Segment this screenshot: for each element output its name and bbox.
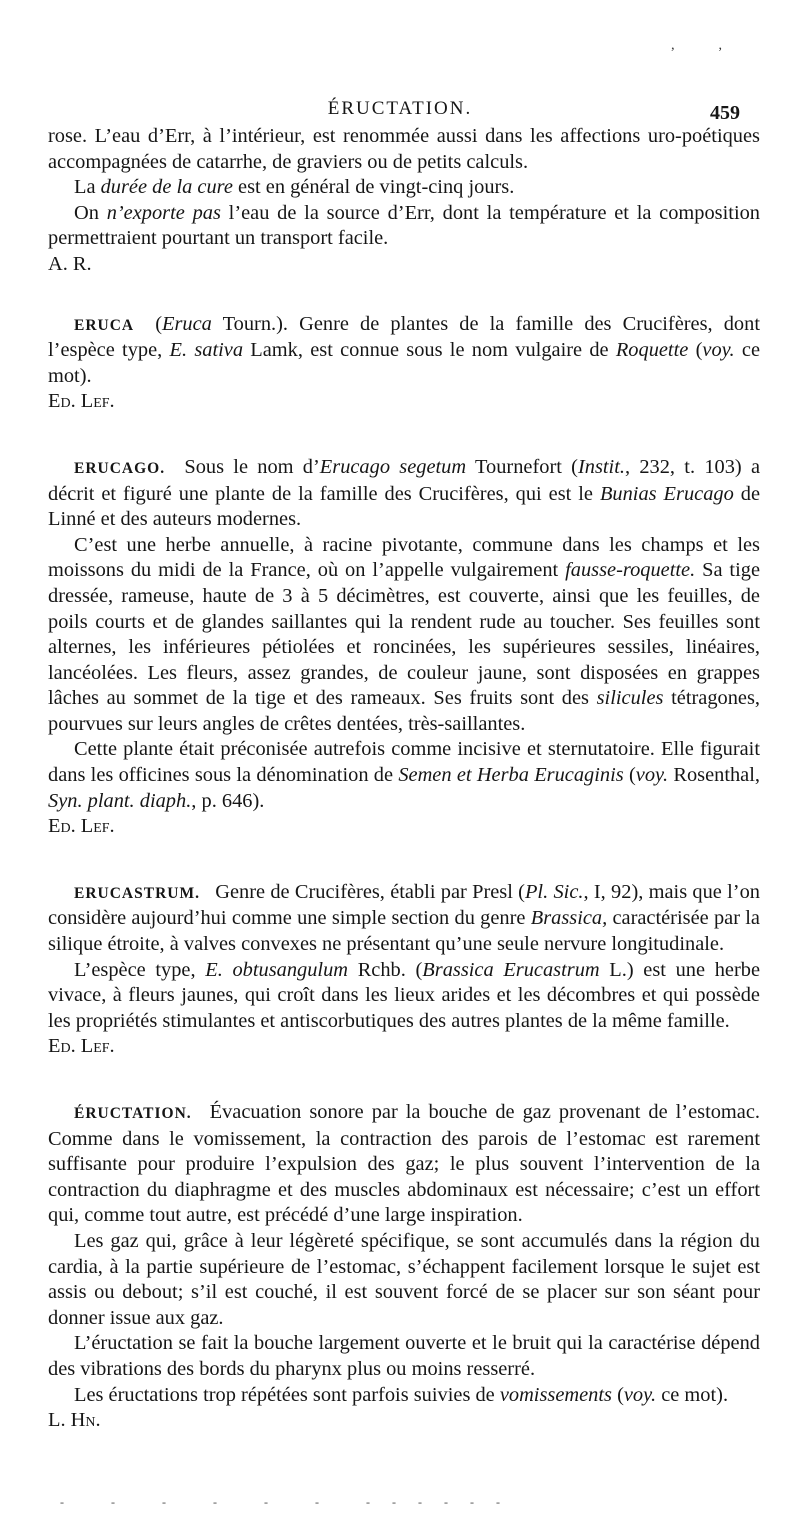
paragraph: Cette plante était préconisée autrefois comme incisive et sternutatoire. Elle figurait dans les officines sous la dénomination de Semen et Herba Erucaginis (voy. Rosenthal, Syn. plant. diaph., p. 646).: [48, 738, 760, 812]
running-title: ÉRUCTATION.: [327, 98, 473, 119]
paragraph: ÉRUCTATION. Évacuation sonore par la bouche de gaz provenant de l’estomac. Comme dans le vomissement, la contraction des parois de l’estomac est rarement suffisante pour produire l’expulsion des gaz; le plus souvent l’intervention de la contraction du diaphragme et des muscles abdominaux est nécessaire; c’est un effort qui, comme tout autre, est précédé d’une large inspiration.: [48, 1101, 760, 1227]
headword: ERUCA: [74, 316, 135, 334]
signature: Ed. Lef.: [48, 1035, 115, 1058]
entry-erucago: [48, 455, 760, 840]
top-marks: ‚ ,: [670, 38, 742, 53]
paragraph: ERUCASTRUM. Genre de Crucifères, établi par Presl (Pl. Sic., I, 92), mais que l’on considère aujourd’hui comme une simple section du genre Brassica, caractérisée par la silique étroite, à valves convexes ne présentant qu’une seule nervure longitudinale.: [48, 880, 760, 956]
paragraph: rose. L’eau d’Err, à l’intérieur, est renommée aussi dans les affections uro-poétiques accompagnées de catarrhe, de graviers ou de petits calculs.: [48, 125, 760, 173]
bottom-marks: - - - - - - ------: [60, 1495, 522, 1509]
signature: Ed. Lef.: [48, 815, 115, 838]
page-text: [48, 124, 760, 1434]
page-number: 459: [710, 102, 740, 124]
signature: L. Hn.: [48, 1409, 101, 1432]
headword: ÉRUCTATION.: [74, 1105, 192, 1122]
entry-err-continuation: [48, 124, 760, 278]
paragraph: La durée de la cure est en général de vingt-cinq jours.: [74, 176, 515, 199]
signature: Ed. Lef.: [48, 390, 115, 413]
paragraph: C’est une herbe annuelle, à racine pivotante, commune dans les champs et les moissons du midi de la France, où on l’appelle vulgairement fausse-roquette. Sa tige dressée, rameuse, haute de 3 à 5 décimètres, est couverte, ainsi que les feuilles, de poils courts et de glandes saillantes qui la rendent rude au toucher. Ses feuilles sont alternes, les inférieures pétiolées et roncinées, les supérieures sessiles, linéaires, lancéolées. Les fleurs, assez grandes, de couleur jaune, sont disposées en grappes lâches au sommet de la tige et des rameaux. Ses fruits sont des silicules tétragones, pourvues sur leurs angles de crêtes dentées, très-saillantes.: [48, 533, 760, 735]
paragraph: L’éructation se fait la bouche largement ouverte et le bruit qui la caractérise dépend des vibrations des bords du pharynx plus ou moins resserré.: [48, 1332, 760, 1380]
headword: ERUCASTRUM.: [74, 884, 200, 902]
paragraph: ERUCAGO. Sous le nom d’Erucago segetum Tournefort (Instit., 232, t. 103) a décrit et figuré une plante de la famille des Crucifères, qui est le Bunias Erucago de Linné et des auteurs modernes.: [48, 455, 761, 531]
entry-eructation: [48, 1100, 760, 1434]
paragraph: Les éructations trop répétées sont parfois suivies de vomissements (voy. ce mot).: [74, 1383, 729, 1406]
paragraph: L’espèce type, E. obtusangulum Rchb. (Brassica Erucastrum L.) est une herbe vivace, à fleurs jaunes, qui croît dans les lieux arides et les décombres et qui possède les propriétés stimulantes et antiscorbutiques des autres plantes de la même famille.: [48, 958, 761, 1032]
paragraph: On n’exporte pas l’eau de la source d’Err, dont la température et la composition permettraient pourtant un transport facile.: [48, 201, 760, 250]
entry-eruca: [48, 312, 760, 415]
paragraph: Les gaz qui, grâce à leur légèreté spécifique, se sont accumulés dans la région du cardia, à la partie supérieure de l’estomac, s’échappent facilement lorsque le sujet est assis ou debout; s’il est couché, il est souvent forcé de se placer sur son séant pour donner issue aux gaz.: [48, 1229, 760, 1329]
signature: A. R.: [48, 252, 92, 275]
paragraph: ERUCA (Eruca Tourn.). Genre de plantes de la famille des Crucifères, dont l’espèce type, E. sativa Lamk, est connue sous le nom vulgaire de Roquette (voy. ce mot).: [48, 312, 761, 387]
entry-erucastrum: [48, 880, 760, 1060]
headword: ERUCAGO.: [74, 459, 166, 477]
